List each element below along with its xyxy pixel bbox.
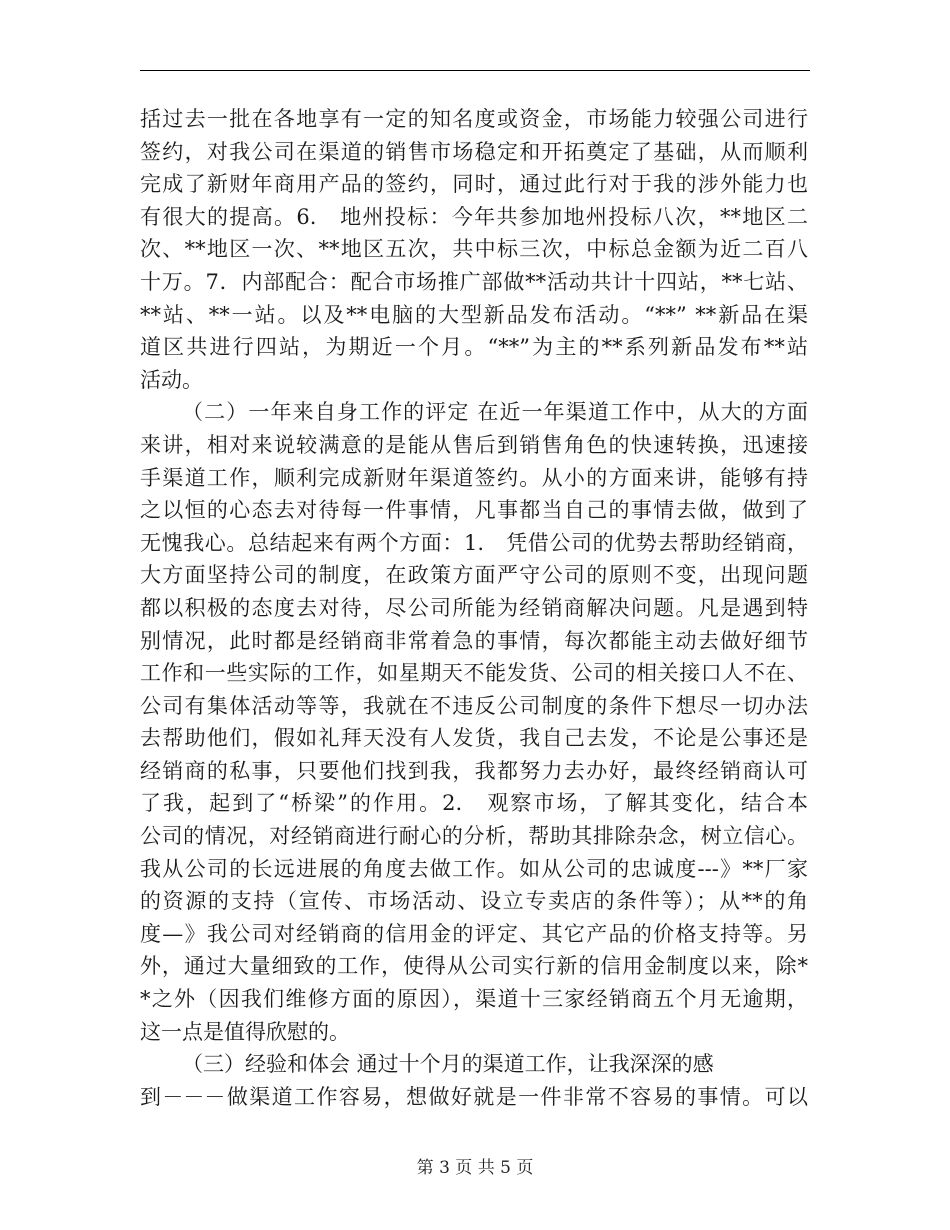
text-line: 去帮助他们，假如礼拜天没有人发货，我自己去发，不论是公事还是 [140,726,808,751]
text-line: 完成了新财年商用产品的签约，同时，通过此行对于我的涉外能力也 [140,172,808,197]
text-line: （三）经验和体会 通过十个月的渠道工作，让我深深的感 [182,1052,714,1077]
text-line: 签约，对我公司在渠道的销售市场稳定和开拓奠定了基础，从而顺利 [140,139,808,164]
text-line: 工作和一些实际的工作，如星期天不能发货、公司的相关接口人不在、 [140,661,808,686]
text-line: 十万。7．内部配合：配合市场推广部做**活动共计十四站，**七站、 [140,269,808,294]
text-line: 外，通过大量细致的工作，使得从公司实行新的信用金制度以来，除* [140,954,808,979]
text-line: 我从公司的长远进展的角度去做工作。如从公司的忠诚度---》**厂家 [140,856,808,881]
text-line: 度—》我公司对经销商的信用金的评定、其它产品的价格支持等。另 [140,921,808,946]
text-line: 活动。 [140,367,203,392]
text-line: 之以恒的心态去对待每一件事情，凡事都当自己的事情去做，做到了 [140,498,808,523]
header-rule [140,70,810,71]
text-line: 别情况，此时都是经销商非常着急的事情，每次都能主动去做好细节 [140,628,808,653]
text-line: 次、**地区一次、**地区五次，共中标三次，中标总金额为近二百八 [140,237,808,262]
text-line: 都以积极的态度去对待，尽公司所能为经销商解决问题。凡是遇到特 [140,595,808,620]
text-line: **站、**一站。以及**电脑的大型新品发布活动。“**” **新品在渠 [140,302,808,327]
text-line: 道区共进行四站，为期近一个月。“**”为主的**系列新品发布**站 [140,335,808,360]
text-line: 了我，起到了“桥梁”的作用。2. 观察市场，了解其变化，结合本 [140,791,808,816]
text-line: *之外（因我们维修方面的原因），渠道十三家经销商五个月无逾期， [140,987,808,1012]
text-line: 无愧我心。总结起来有两个方面：1. 凭借公司的优势去帮助经销商， [140,530,808,555]
text-line: 的资源的支持（宣传、市场活动、设立专卖店的条件等）；从**的角 [140,889,808,914]
text-line: （二）一年来自身工作的评定 在近一年渠道工作中，从大的方面 [182,400,808,425]
text-line: 经销商的私事，只要他们找到我，我都努力去办好，最终经销商认可 [140,758,808,783]
text-line: 括过去一批在各地享有一定的知名度或资金，市场能力较强公司进行 [140,107,808,131]
text-line: 公司的情况，对经销商进行耐心的分析，帮助其排除杂念，树立信心。 [140,824,808,849]
page-number: 第 3 页 共 5 页 [416,1158,534,1178]
text-line: 这一点是值得欣慰的。 [140,1019,350,1044]
text-line: 到－－－做渠道工作容易，想做好就是一件非常不容易的事情。可以 [140,1084,808,1109]
text-line: 手渠道工作，顺利完成新财年渠道签约。从小的方面来讲，能够有持 [140,465,808,490]
text-line: 有很大的提高。6. 地州投标：今年共参加地州投标八次，**地区二 [140,204,808,229]
text-line: 公司有集体活动等等，我就在不违反公司制度的条件下想尽一切办法 [140,693,808,718]
text-line: 大方面坚持公司的制度，在政策方面严守公司的原则不变，出现问题 [140,563,808,588]
document-body [140,103,808,1113]
text-line: 来讲，相对来说较满意的是能从售后到销售角色的快速转换，迅速接 [140,432,808,457]
